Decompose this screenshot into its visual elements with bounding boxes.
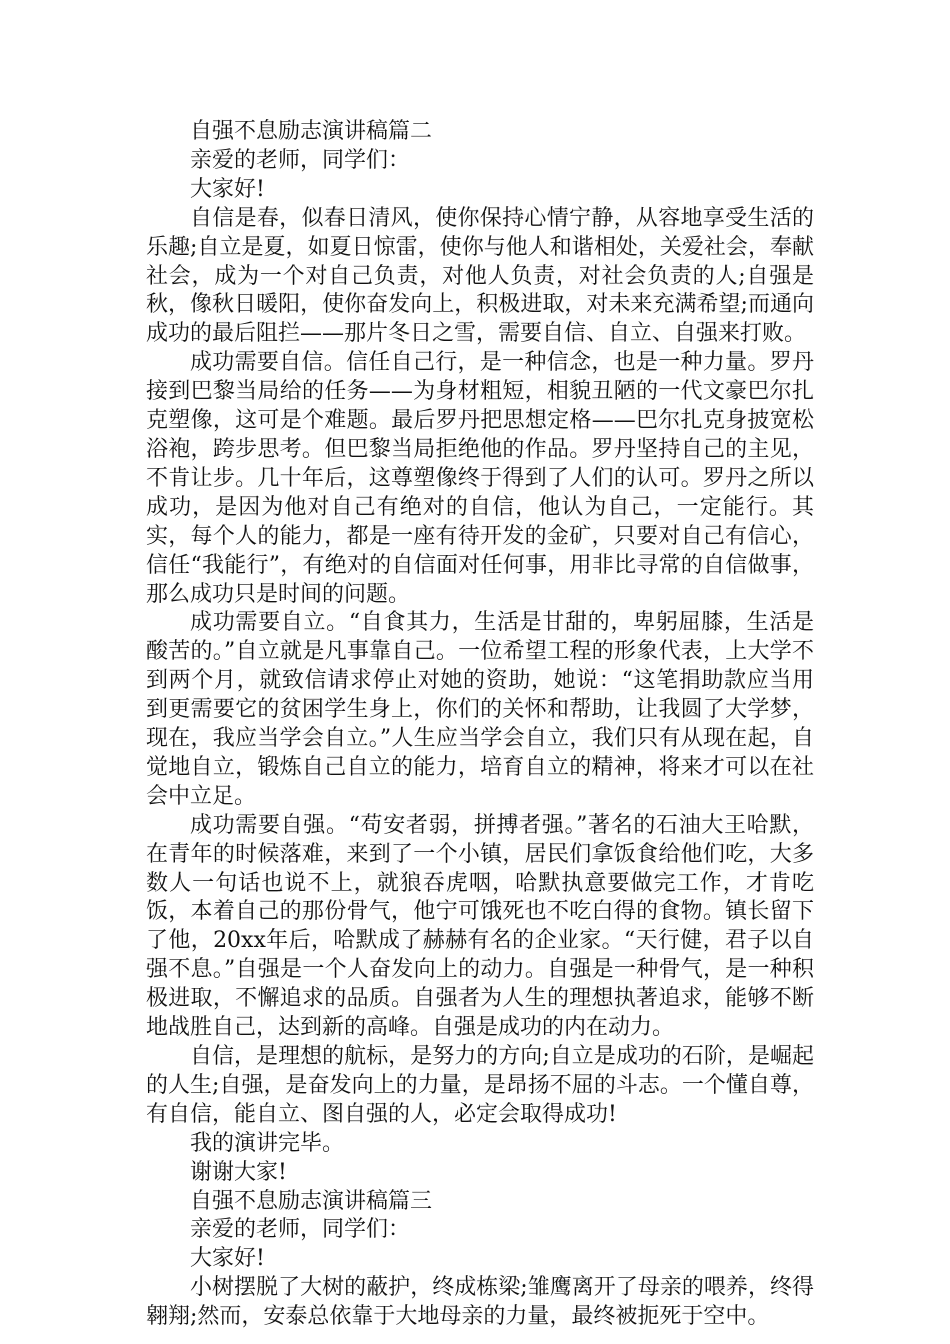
body-paragraph: 自信，是理想的航标，是努力的方向;自立是成功的石阶，是崛起的人生;自强，是奋发向上的力量，是昂扬不屈的斗志。一个懂自尊，有自信，能自立、图自强的人，必定会取得成功! bbox=[146, 1044, 814, 1127]
body-paragraph: 成功需要自强。“苟安者弱，拼搏者强。”著名的石油大王哈默，在青年的时候落难，来到了一个小镇，居民们拿饭食给他们吃，大多数人一句话也说不上，就狼吞虎咽，哈默执意要做完工作，才肯吃饭，本着自己的那份骨气，他宁可饿死也不吃白得的食物。镇长留下了他，20xx年后，哈默成了赫赫有名的企业家。“天行健，君子以自强不息。”自强是一个人奋发向上的动力。自强是一种骨气，是一种积极进取，不懈追求的品质。自强者为人生的理想执著追求，能够不断地战胜自己，达到新的高峰。自强是成功的内在动力。 bbox=[146, 812, 814, 1041]
document-page bbox=[146, 118, 814, 1332]
body-paragraph: 小树摆脱了大树的蔽护，终成栋梁;雏鹰离开了母亲的喂养，终得翱翔;然而，安泰总依靠于大地母亲的力量，最终被扼死于空中。 bbox=[146, 1275, 814, 1330]
greeting: 大家好! bbox=[190, 1246, 265, 1272]
body-paragraph: 成功需要自立。“自食其力，生活是甘甜的，卑躬屈膝，生活是酸苦的。”自立就是凡事靠自己。一位希望工程的形象代表，上大学不到两个月，就致信请求停止对她的资助，她说：“这笔捐助款应当用到更需要它的贫困学生身上，你们的关怀和帮助，让我圆了大学梦，现在，我应当学会自立。”人生应当学会自立，我们只有从现在起，自觉地自立，锻炼自己自立的能力，培育自立的精神，将来才可以在社会中立足。 bbox=[146, 610, 814, 809]
body-paragraph: 自信是春，似春日清风，使你保持心情宁静，从容地享受生活的乐趣;自立是夏，如夏日惊雷，使你与他人和谐相处，关爱社会，奉献社会，成为一个对自己负责，对他人负责，对社会负责的人;自强是秋，像秋日暖阳，使你奋发向上，积极进取，对未来充满希望;而通向成功的最后阻拦——那片冬日之雪，需要自信、自立、自强来打败。 bbox=[146, 205, 814, 347]
closing-line: 谢谢大家! bbox=[190, 1159, 287, 1185]
body-paragraph: 成功需要自信。信任自己行，是一种信念，也是一种力量。罗丹接到巴黎当局给的任务——为身材粗短，相貌丑陋的一代文豪巴尔扎克塑像，这可是个难题。最后罗丹把思想定格——巴尔扎克身披宽松浴袍，跨步思考。但巴黎当局拒绝他的作品。罗丹坚持自己的主见，不肯让步。几十年后，这尊塑像终于得到了人们的认可。罗丹之所以成功，是因为他对自己有绝对的自信，他认为自己，一定能行。其实，每个人的能力，都是一座有待开发的金矿，只要对自己有信心，信任“我能行”，有绝对的自信面对任何事，用非比寻常的自信做事，那么成功只是时间的问题。 bbox=[146, 350, 814, 607]
greeting: 大家好! bbox=[190, 176, 265, 202]
salutation: 亲爱的老师，同学们： bbox=[190, 1217, 411, 1243]
section-title: 自强不息励志演讲稿篇三 bbox=[190, 1188, 433, 1214]
section-title: 自强不息励志演讲稿篇二 bbox=[190, 119, 433, 144]
closing-line: 我的演讲完毕。 bbox=[190, 1130, 345, 1156]
salutation: 亲爱的老师，同学们： bbox=[190, 147, 411, 173]
